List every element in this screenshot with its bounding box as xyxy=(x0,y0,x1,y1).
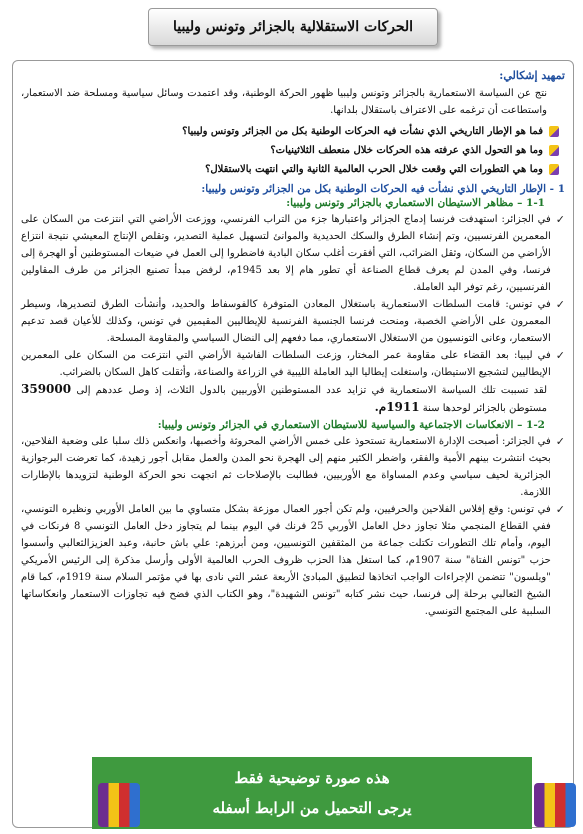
check-icon: ✓ xyxy=(555,435,565,448)
books-icon xyxy=(534,783,576,827)
question-item: وما هي التطورات التي وقعت خلال الحرب العالمية الثانية والتي انتهت بالاستقلال؟ xyxy=(21,160,565,179)
intro-heading: تمهيد إشكالي: xyxy=(499,69,565,82)
pencil-icon xyxy=(549,164,559,175)
watermark-banner xyxy=(92,757,532,829)
banner-line-1: هذه صورة توضيحية فقط xyxy=(234,769,390,787)
list-item: ✓ في الجزائر: أصبحت الإدارة الاستعمارية تستحوذ على خمس الأراضي المحروثة وأخصبها، وانعكس ذلك سلبا على وضعية الفلاحين، بحيث انتشرت بينهم الأمية والفقر، واضطر الكثير منهم إلى الهجرة نحو المدن والعمل مقابل أجور زهيدة، كما تعرضت البرجوازية الجزائرية لحيف سياسي وعدم المساواة مع الأوربيين، فطالبت بالإصلاحات ثم اتجهت نحو الحركة الوطنية لتزويدها بالإطارات اللازمة. xyxy=(21,433,565,501)
list-item: ✓ في تونس: قامت السلطات الاستعمارية باستغلال المعادن المتوفرة كالفوسفاط والحديد، وأنشأت الطرق لتصديرها، وسيطر المعمرون على الأراضي الخصبة، ومنحت فرنسا الجنسية الفرنسية للإيطاليين المقيمين في تونس، وكذلك للأعيان قصد تدعيم الاستعمار، وعانى التونسيون من الاستغلال الاستعماري، مما دفعهم إلى النضال السياسي والمقاومة المسلحة. xyxy=(21,296,565,347)
check-icon: ✓ xyxy=(555,349,565,362)
page-title: الحركات الاستقلالية بالجزائر وتونس وليبيا xyxy=(148,8,438,46)
list-item: ✓ في ليبيا: بعد القضاء على مقاومة عمر المختار، وزعت السلطات الفاشية الأراضي التي انتزعت من السكان على المعمرين الإيطاليين لتشجيع الاستيطان، واستغلت إيطاليا اليد العاملة الليبية في الزراعة والصناعة، وأثقلت كاهل السكان بالضرائب. xyxy=(21,347,565,381)
books-icon xyxy=(98,783,140,827)
question-item: وما هو التحول الذي عرفته هذه الحركات خلال منعطف الثلاثينيات؟ xyxy=(21,141,565,160)
subsection-1-2-heading: 1-2 – الانعكاسات الاجتماعية والسياسية للاستيطان الاستعماري في الجزائر وتونس وليبيا: xyxy=(157,419,545,431)
section-1-heading: 1 - الإطار التاريخي الذي نشأت فيه الحركات الوطنية بكل من الجزائر وتونس وليبيا: xyxy=(201,183,565,195)
banner-line-2: يرجى التحميل من الرابط أسفله xyxy=(212,799,412,817)
document-body xyxy=(12,60,574,828)
settlers-paragraph: لقد تسببت تلك السياسة الاستعمارية في تزايد عدد المستوطنين الأوربيين بالدول الثلاث، إذ وصل عددهم إلى 359000 مستوطن بالجزائر لوحدها سنة 1911م. xyxy=(21,382,547,414)
check-icon: ✓ xyxy=(555,298,565,311)
pencil-icon xyxy=(549,126,559,137)
check-icon: ✓ xyxy=(555,213,565,226)
check-icon: ✓ xyxy=(555,503,565,516)
question-item: فما هو الإطار التاريخي الذي نشأت فيه الحركات الوطنية بكل من الجزائر وتونس وليبيا؟ xyxy=(21,122,565,141)
pencil-icon xyxy=(549,145,559,156)
subsection-1-1-heading: 1-1 – مظاهر الاستيطان الاستعماري بالجزائر وتونس وليبيا: xyxy=(286,197,545,209)
intro-paragraph: نتج عن السياسة الاستعمارية بالجزائر وتونس وليبيا ظهور الحركة الوطنية، وقد اعتمدت وسائل سياسية ومسلحة ضد الاستعمار، واستطاعت أن ترغمه على الاعتراف باستقلال بلدانها. xyxy=(21,88,547,116)
list-item: ✓ في الجزائر: استهدفت فرنسا إدماج الجزائر واعتبارها جزء من التراب الفرنسي، ووزعت الأراضي التي انتزعت من السكان على المعمرين الفرنسيين، وتم إنشاء الطرق والسكك الحديدية والموانئ لتسهيل عملية التصدير، وتقلص الإنتاج المعيشي نتيجة انتزاع الأراضي من السكان، وثقل الضرائب، التي أفقرت أغلب سكان البادية فاضطروا إلى العمل في ضيعات المستوطنين أو الهجرة إلى فرنسا، وفي المدن لم يعرف قطاع الصناعة أي تطور هام إلا بعد 1945م، لرفض مبدأ تصنيع الجزائر من طرف المقاولين الفرنسيين، رغم توفر اليد العاملة. xyxy=(21,211,565,296)
list-item: ✓ في تونس: وقع إفلاس الفلاحين والحرفيين، ولم تكن أجور العمال موزعة بشكل متساوي ما بين العامل الأوربي ونظيره التونسي، ففي القطاع المنجمي مثلا تجاوز دخل العامل الأوربي 25 فرنك في اليوم بينما لم يتجاوز دخل العامل التونسي 8 فرنكات في اليوم، وأمام تلك التطورات تكتلت جماعة من المثقفين التونسيين، ومن أبرزهم: علي باش حانبة، وعبد العزيزالثعالبي وأسسوا حزب "تونس الفتاة" سنة 1907م، كما استغل هذا الحزب ظروف الحرب العالمية الأولى وأرسل مذكرة إلى الرئيس الأمريكي "ويلسون" تتضمن الإجراءات الواجب اتخاذها لتطبيق المبادئ الأربعة عشر التي نادى بها في مؤتمر السلام سنة 1919م، كما قام الشيخ الثعالبي برحلة إلى فرنسا، حيث نشر كتابه "تونس الشهيدة"، وهو الكتاب الذي فضح فيه تجاوزات الاستعمار وانعكاساتها السلبية على المجتمع التونسي. xyxy=(21,501,565,620)
